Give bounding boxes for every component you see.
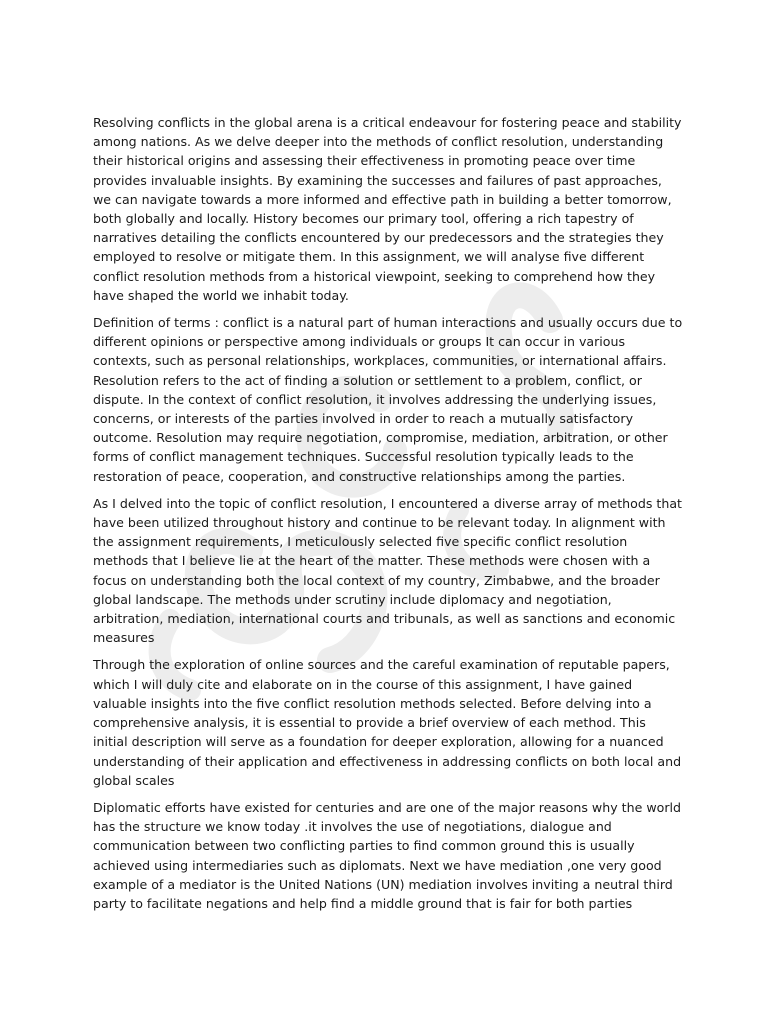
paragraph-methods-selection: As I delved into the topic of conflict resolution, I encountered a diverse array of methods that have been utilized throughout history and continue to be relevant today. In alignment with the assignment requirements, I meticulously selected five specific conflict resolution methods that I believe lie at the heart of the matter. These methods were chosen with a focus on understanding both the local context of my country, Zimbabwe, and the broader global landscape. The methods under scrutiny include diplomacy and negotiation, arbitration, mediation, international courts and tribunals, as well as sanctions and economic measures: [93, 495, 682, 646]
paragraph-diplomacy-mediation: Diplomatic efforts have existed for centuries and are one of the major reasons why the world has the structure we know today .it involves the use of negotiations, dialogue and communication between two conflicting parties to find common ground this is usually achieved using intermediaries such as diplomats. Next we have mediation ,one very good example of a mediator is the United Nations (UN) mediation involves inviting a neutral third party to facilitate negations and help find a middle ground that is fair for both parties: [93, 799, 682, 911]
paragraph-sources-overview: Through the exploration of online sources and the careful examination of reputable papers, which I will duly cite and elaborate on in the course of this assignment, I have gained valuable insights into the five conflict resolution methods selected. Before delving into a comprehensive analysis, it is essential to provide a brief overview of each method. This initial description will serve as a foundation for deeper exploration, allowing for a nuanced understanding of their application and effectiveness in addressing conflicts on both local and global scales: [93, 657, 682, 788]
document-body: [93, 113, 683, 921]
paragraph-introduction: Resolving conflicts in the global arena is a critical endeavour for fostering peace and stability among nations. As we delve deeper into the methods of conflict resolution, understanding their historical origins and assessing their effectiveness in promoting peace over time provides invaluable insights. By examining the successes and failures of past approaches, we can navigate towards a more informed and effective path in building a better tomorrow, both globally and locally. History becomes our primary tool, offering a rich tapestry of narratives detailing the conflicts encountered by our predecessors and the strategies they employed to resolve or mitigate them. In this assignment, we will analyse five different conflict resolution methods from a historical viewpoint, seeking to comprehend how they have shaped the world we inhabit today.: [93, 115, 682, 303]
paragraph-definition-of-terms: Definition of terms : conflict is a natural part of human interactions and usually occurs due to different opinions or perspective among individuals or groups It can occur in various contexts, such as personal relationships, workplaces, communities, or international affairs. Resolution refers to the act of finding a solution or settlement to a problem, conflict, or dispute. In the context of conflict resolution, it involves addressing the underlying issues, concerns, or interests of the parties involved in order to reach a mutually satisfactory outcome. Resolution may require negotiation, compromise, mediation, arbitration, or other forms of conflict management techniques. Successful resolution typically leads to the restoration of peace, cooperation, and constructive relationships among the parties.: [93, 315, 683, 484]
